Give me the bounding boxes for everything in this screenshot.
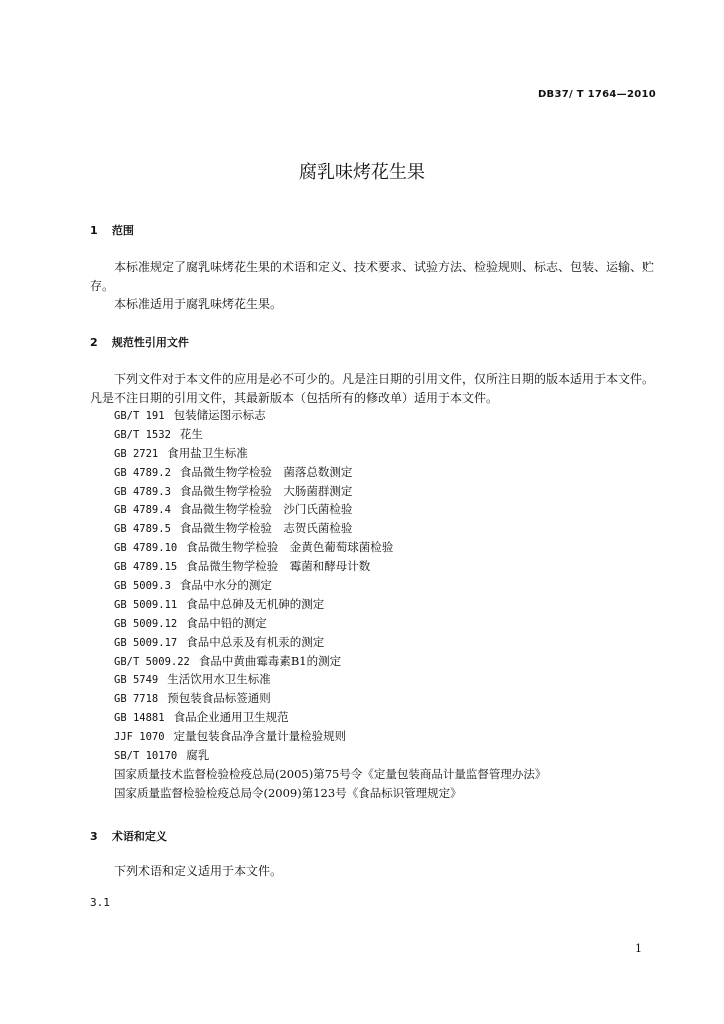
reference-item bbox=[114, 595, 546, 614]
section-number: 2 bbox=[90, 336, 98, 349]
reference-code: GB 14881 bbox=[114, 712, 165, 725]
reference-item bbox=[114, 765, 546, 784]
reference-item bbox=[114, 784, 546, 803]
reference-code: GB 4789.2 bbox=[114, 466, 171, 479]
reference-code: GB 5749 bbox=[114, 674, 159, 687]
standard-code: DB37/ T 1764—2010 bbox=[537, 89, 656, 100]
terms-intro-text: 下列术语和定义适用于本文件。 bbox=[114, 864, 283, 878]
reference-name: 腐乳 bbox=[186, 748, 210, 763]
reference-code: GB/T 1532 bbox=[114, 428, 171, 441]
reference-name: 食品微生物学检验 霉菌和酵母计数 bbox=[186, 559, 371, 574]
reference-name: 食品微生物学检验 沙门氏菌检验 bbox=[179, 502, 353, 517]
reference-item bbox=[114, 482, 546, 501]
reference-item bbox=[114, 708, 546, 727]
reference-item bbox=[114, 425, 546, 444]
reference-code: GB 4789.4 bbox=[114, 504, 171, 517]
reference-item bbox=[114, 557, 546, 576]
reference-code: GB 4789.3 bbox=[114, 485, 171, 498]
reference-item bbox=[114, 576, 546, 595]
reference-name: 食品中水分的测定 bbox=[179, 578, 272, 593]
reference-code: GB 4789.15 bbox=[114, 561, 178, 574]
refs-intro-paragraph bbox=[90, 370, 656, 407]
reference-name: 食品企业通用卫生规范 bbox=[173, 710, 289, 725]
reference-name: 食品中铅的测定 bbox=[186, 615, 267, 630]
reference-item bbox=[114, 406, 546, 425]
section-heading-terms bbox=[90, 828, 167, 844]
reference-name: 食品微生物学检验 大肠菌群测定 bbox=[179, 483, 353, 498]
reference-name: 食品微生物学检验 菌落总数测定 bbox=[179, 464, 353, 479]
reference-code: GB 5009.17 bbox=[114, 636, 178, 649]
reference-item bbox=[114, 633, 546, 652]
reference-code: JJF 1070 bbox=[114, 731, 165, 744]
section-number: 3 bbox=[90, 830, 98, 843]
reference-code: GB 5009.3 bbox=[114, 580, 171, 593]
reference-item bbox=[114, 444, 546, 463]
reference-name: 食品中总汞及有机汞的测定 bbox=[186, 634, 325, 649]
scope-paragraph-2 bbox=[90, 295, 656, 314]
reference-name: 国家质量技术监督检验检疫总局(2005)第75号令《定量包装商品计量监督管理办法》 bbox=[114, 766, 547, 781]
reference-code: GB 4789.10 bbox=[114, 542, 178, 555]
reference-item bbox=[114, 652, 546, 671]
reference-name: 食品微生物学检验 志贺氏菌检验 bbox=[179, 521, 353, 536]
section-heading-scope bbox=[90, 222, 134, 238]
subsection-number: 3.1 bbox=[90, 896, 110, 909]
reference-name: 食品中总砷及无机砷的测定 bbox=[186, 596, 325, 611]
reference-code: GB 2721 bbox=[114, 447, 159, 460]
reference-name: 食用盐卫生标准 bbox=[167, 445, 248, 460]
reference-code: GB 5009.12 bbox=[114, 617, 178, 630]
section-title: 术语和定义 bbox=[111, 830, 167, 843]
terms-intro-paragraph bbox=[90, 862, 656, 881]
scope-paragraph-1 bbox=[90, 258, 656, 295]
reference-code: SB/T 10170 bbox=[114, 750, 178, 763]
reference-code: GB 5009.11 bbox=[114, 598, 178, 611]
scope-text-1: 本标准规定了腐乳味烤花生果的术语和定义、技术要求、试验方法、检验规则、标志、包装、运输、贮存。 bbox=[90, 260, 655, 293]
reference-name: 国家质量监督检验检疫总局令(2009)第123号《食品标识管理规定》 bbox=[114, 785, 462, 800]
reference-name: 花生 bbox=[179, 426, 203, 441]
reference-name: 预包装食品标签通则 bbox=[167, 691, 271, 706]
reference-code: GB 4789.5 bbox=[114, 523, 171, 536]
reference-list bbox=[114, 406, 546, 803]
document-title: 腐乳味烤花生果 bbox=[299, 162, 425, 183]
reference-name: 食品微生物学检验 金黄色葡萄球菌检验 bbox=[186, 540, 394, 555]
reference-name: 包装储运图示标志 bbox=[173, 408, 266, 422]
page-number: 1 bbox=[635, 942, 642, 955]
reference-item bbox=[114, 519, 546, 538]
reference-name: 定量包装食品净含量计量检验规则 bbox=[173, 729, 347, 744]
reference-code: GB 7718 bbox=[114, 693, 159, 706]
reference-item bbox=[114, 500, 546, 519]
reference-item bbox=[114, 614, 546, 633]
reference-code: GB/T 191 bbox=[114, 410, 165, 422]
reference-item bbox=[114, 463, 546, 482]
section-title: 规范性引用文件 bbox=[111, 336, 189, 349]
reference-name: 生活饮用水卫生标准 bbox=[167, 672, 271, 687]
reference-item bbox=[114, 727, 546, 746]
refs-intro-text: 下列文件对于本文件的应用是必不可少的。凡是注日期的引用文件，仅所注日期的版本适用于本文件。凡是不注日期的引用文件，其最新版本（包括所有的修改单）适用于本文件。 bbox=[90, 372, 655, 405]
reference-name: 食品中黄曲霉毒素B1的测定 bbox=[198, 653, 342, 668]
scope-text-2: 本标准适用于腐乳味烤花生果。 bbox=[114, 297, 283, 311]
section-heading-refs bbox=[90, 334, 189, 350]
reference-code: GB/T 5009.22 bbox=[114, 655, 190, 668]
reference-item bbox=[114, 538, 546, 557]
section-number: 1 bbox=[90, 224, 98, 237]
reference-item bbox=[114, 689, 546, 708]
section-title: 范围 bbox=[111, 224, 134, 237]
reference-item bbox=[114, 670, 546, 689]
reference-item bbox=[114, 746, 546, 765]
